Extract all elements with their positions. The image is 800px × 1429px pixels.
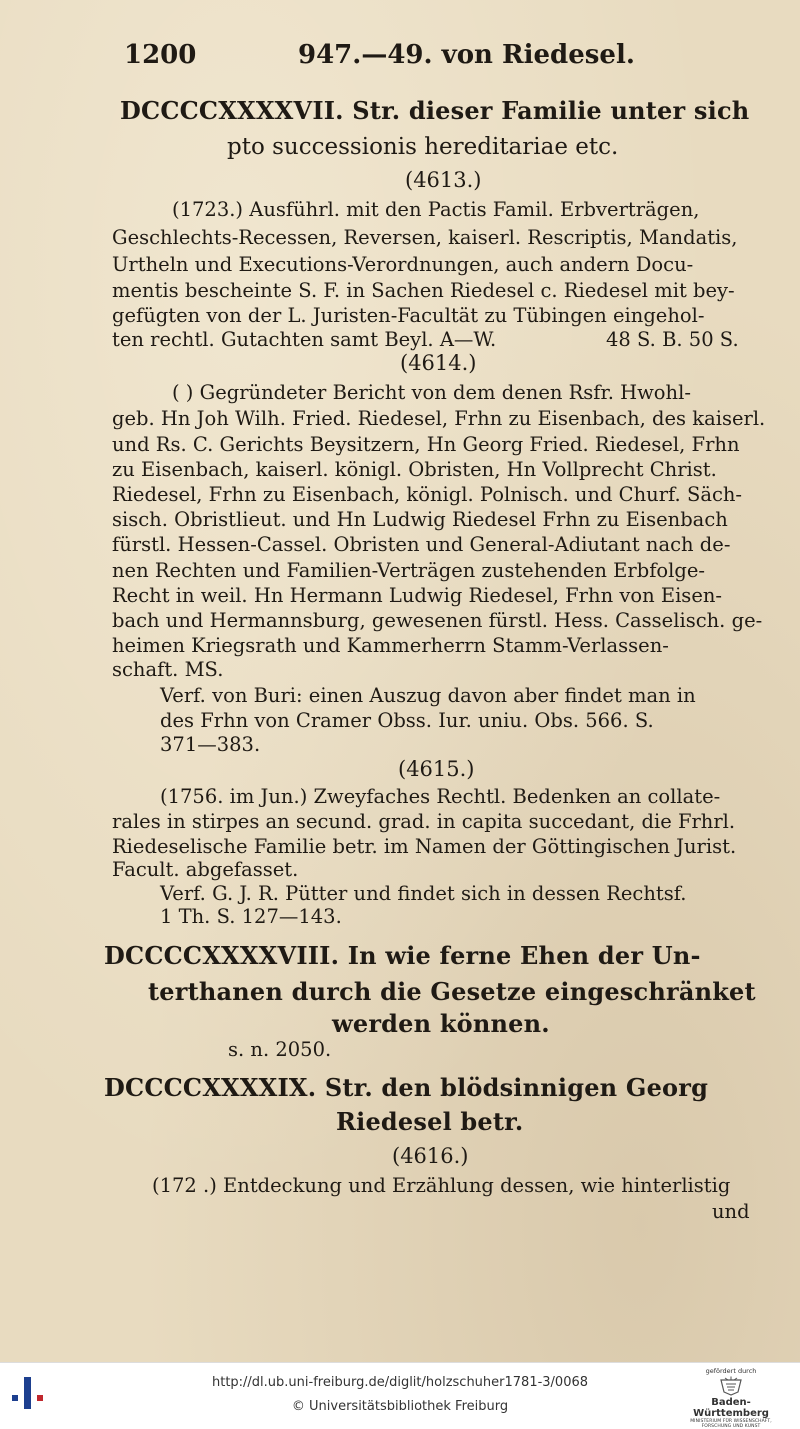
text-line: (1756. im Jun.) Zweyfaches Rechtl. Bedenken an collate- bbox=[160, 785, 721, 808]
viewer-footer bbox=[0, 1362, 800, 1429]
section-heading: werden können. bbox=[332, 1009, 550, 1038]
text-line: ( ) Gegründeter Bericht von dem denen Rsfr. Hwohl- bbox=[172, 381, 691, 404]
text-line: mentis bescheinte S. F. in Sachen Riedesel c. Riedesel mit bey- bbox=[112, 279, 735, 302]
text-line: (1723.) Ausführl. mit den Pactis Famil. Erbverträgen, bbox=[172, 198, 700, 221]
text-line: bach und Hermannsburg, gewesenen fürstl. Hess. Casselisch. ge- bbox=[112, 609, 763, 632]
entry-number: (4613.) bbox=[405, 168, 482, 192]
text-line: Riedeselische Familie betr. im Namen der Göttingischen Jurist. bbox=[112, 835, 737, 858]
text-line: des Frhn von Cramer Obss. Iur. uniu. Obs. 566. S. bbox=[160, 709, 654, 732]
text-line: und bbox=[712, 1200, 750, 1223]
section-heading: terthanen durch die Gesetze eingeschränket bbox=[148, 977, 756, 1006]
text-line: gefügten von der L. Juristen-Facultät zu Tübingen eingehol- bbox=[112, 304, 705, 327]
text-line: zu Eisenbach, kaiserl. königl. Obristen, Hn Vollprecht Christ. bbox=[112, 458, 717, 481]
section-heading: Riedesel betr. bbox=[336, 1107, 524, 1136]
text-line: Geschlechts-Recessen, Reversen, kaiserl. Rescriptis, Mandatis, bbox=[112, 226, 738, 249]
section-heading: DCCCCXXXXVII. Str. dieser Familie unter sich bbox=[120, 96, 750, 125]
section-heading: DCCCCXXXXVIII. In wie ferne Ehen der Un- bbox=[104, 941, 701, 970]
text-line: s. n. 2050. bbox=[228, 1038, 332, 1061]
section-heading: pto successionis hereditariae etc. bbox=[227, 134, 619, 160]
text-line: Recht in weil. Hn Hermann Ludwig Riedesel, Frhn von Eisen- bbox=[112, 584, 723, 607]
text-line: geb. Hn Joh Wilh. Fried. Riedesel, Frhn zu Eisenbach, des kaiserl. bbox=[112, 407, 766, 430]
text-line: rales in stirpes an secund. grad. in capita succedant, die Frhrl. bbox=[112, 810, 736, 833]
text-line: und Rs. C. Gerichts Beysitzern, Hn Georg Fried. Riedesel, Frhn bbox=[112, 433, 740, 456]
crest-icon bbox=[718, 1376, 744, 1396]
text-line: Verf. von Buri: einen Auszug davon aber findet man in bbox=[160, 684, 696, 707]
text-line: Riedesel, Frhn zu Eisenbach, königl. Polnisch. und Churf. Säch- bbox=[112, 483, 743, 506]
text-line: heimen Kriegsrath und Kammerherrn Stamm-Verlassen- bbox=[112, 634, 669, 657]
entry-number: (4616.) bbox=[392, 1144, 469, 1168]
text-line: nen Rechten und Familien-Verträgen zustehenden Erbfolge- bbox=[112, 559, 706, 582]
entry-number: (4615.) bbox=[398, 757, 475, 781]
text-line: (172 .) Entdeckung und Erzählung dessen, wie hinterlistig bbox=[152, 1174, 731, 1197]
sponsor-label: gefördert durch bbox=[705, 1367, 757, 1375]
permalink-url[interactable]: http://dl.ub.uni-freiburg.de/diglit/holzschuher1781-3/0068 bbox=[211, 1375, 589, 1390]
text-line: Facult. abgefasset. bbox=[112, 858, 299, 881]
copyright-notice: © Universitätsbibliothek Freiburg bbox=[291, 1399, 509, 1414]
sponsor-name: Baden-Württemberg bbox=[693, 1397, 769, 1419]
sponsor-ministry: MINISTERIUM FÜR WISSENSCHAFT, FORSCHUNG UND KUNST bbox=[690, 1419, 772, 1429]
text-line: sisch. Obristlieut. und Hn Ludwig Riedesel Frhn zu Eisenbach bbox=[112, 508, 728, 531]
entry-number: (4614.) bbox=[400, 351, 477, 375]
text-line: 48 S. B. 50 S. bbox=[606, 328, 739, 351]
text-line: ten rechtl. Gutachten samt Beyl. A—W. bbox=[112, 328, 497, 351]
text-line: fürstl. Hessen-Cassel. Obristen und General-Adiutant nach de- bbox=[112, 533, 731, 556]
sponsor-block bbox=[676, 1367, 786, 1429]
page-number: 1200 bbox=[124, 40, 197, 70]
text-line: schaft. MS. bbox=[112, 658, 224, 681]
text-line: 371—383. bbox=[160, 733, 261, 756]
text-line: Verf. G. J. R. Pütter und findet sich in dessen Rechtsf. bbox=[160, 882, 687, 905]
section-heading: DCCCCXXXXIX. Str. den blödsinnigen Georg bbox=[104, 1073, 709, 1102]
running-title: 947.—49. von Riedesel. bbox=[298, 40, 635, 70]
text-line: 1 Th. S. 127—143. bbox=[160, 905, 342, 928]
text-line: Urtheln und Executions-Verordnungen, auch andern Docu- bbox=[112, 253, 694, 276]
